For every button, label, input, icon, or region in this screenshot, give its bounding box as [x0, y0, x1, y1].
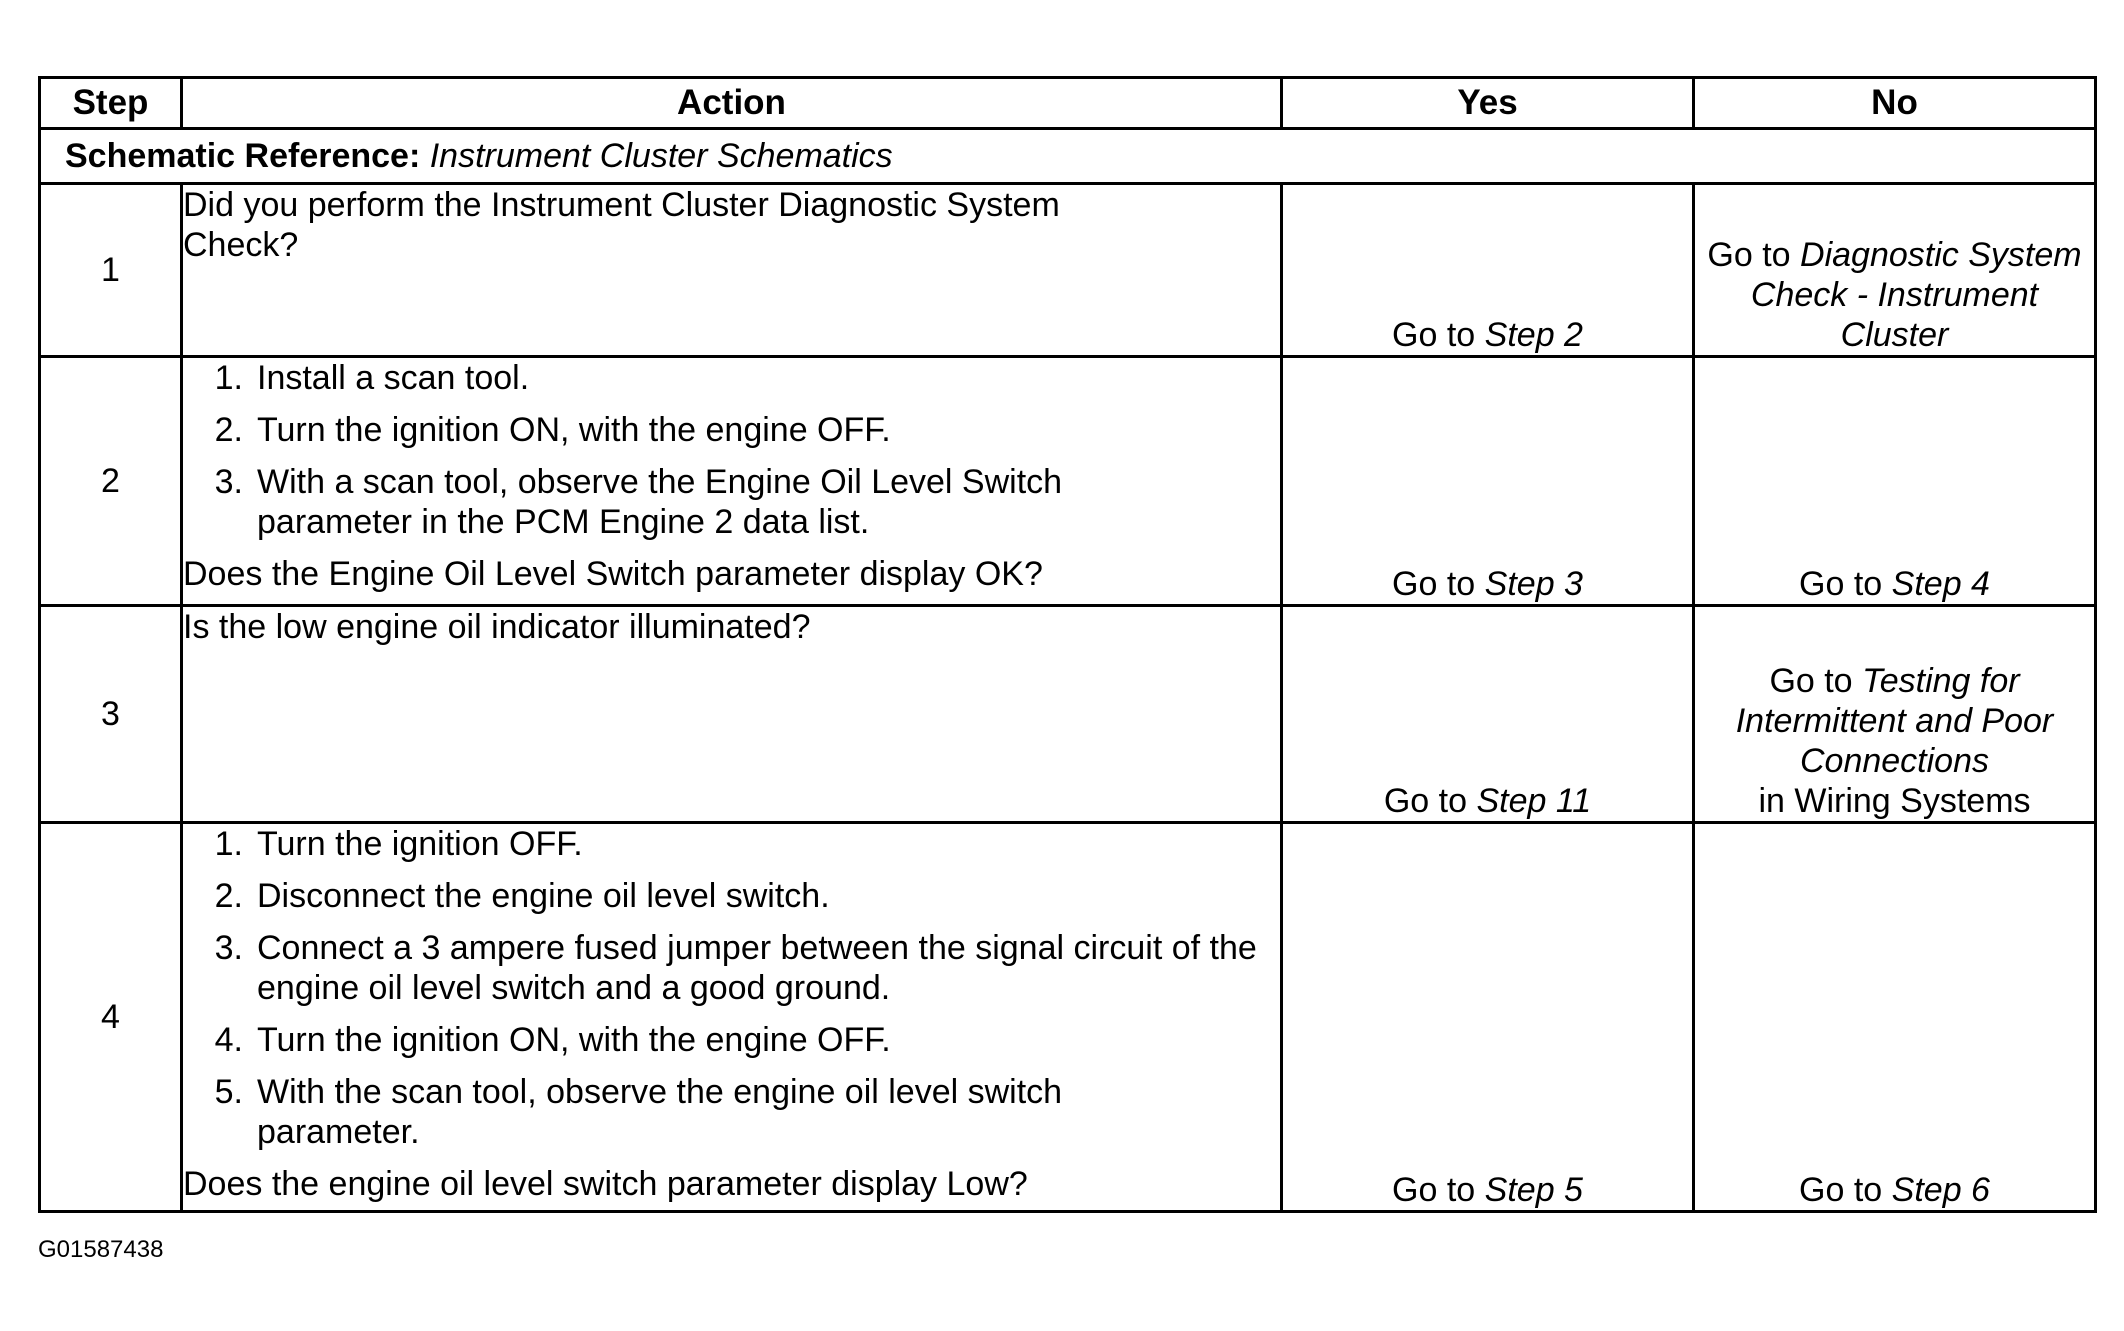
step-number: 2	[40, 357, 182, 606]
no-target: Diagnostic System Check - Instrument Cluster	[1750, 236, 2082, 354]
step-row-1	[40, 184, 2096, 357]
substep-text: Turn the ignition ON, with the engine OFF.	[257, 411, 891, 449]
header-row	[40, 78, 2096, 129]
step-number: 3	[40, 606, 182, 823]
figure-id: G01587438	[38, 1236, 164, 1263]
substep-text: With a scan tool, observe the Engine Oil Level Switch parameter in the PCM Engine 2 data list.	[257, 463, 1063, 541]
header-action: Action	[182, 78, 1282, 129]
substep-text: Turn the ignition OFF.	[257, 825, 583, 863]
yes-cell	[1282, 606, 1694, 823]
substep	[183, 876, 1280, 916]
no-prefix: Go to	[1799, 1171, 1883, 1209]
step-row-4	[40, 823, 2096, 1212]
schematic-reference-label: Schematic Reference:	[65, 137, 421, 175]
substep	[183, 1020, 1280, 1060]
no-prefix: Go to	[1769, 662, 1853, 700]
action-cell	[182, 823, 1282, 1212]
header-yes: Yes	[1282, 78, 1694, 129]
substep-text: Connect a 3 ampere fused jumper between the signal circuit of the engine oil level switch and a good ground.	[257, 929, 1257, 1007]
substep-number: 2.	[214, 877, 243, 915]
question-text: Is the low engine oil indicator illuminated?	[183, 608, 811, 646]
schematic-reference-link: Instrument Cluster Schematics	[429, 137, 893, 175]
yes-target: Step 11	[1476, 782, 1592, 820]
yes-cell	[1282, 357, 1694, 606]
substep	[183, 1072, 1280, 1152]
step-number: 1	[40, 184, 182, 357]
substep-text: Disconnect the engine oil level switch.	[257, 877, 830, 915]
yes-cell	[1282, 184, 1694, 357]
header-no: No	[1694, 78, 2096, 129]
yes-cell	[1282, 823, 1694, 1212]
no-target: Step 6	[1891, 1171, 1990, 1209]
step-row-3	[40, 606, 2096, 823]
action-cell	[182, 606, 1282, 823]
substep-text: With the scan tool, observe the engine oil level switch parameter.	[257, 1073, 1063, 1151]
action-cell	[182, 184, 1282, 357]
substep	[183, 358, 1280, 398]
substep-number: 2.	[214, 411, 243, 449]
yes-target: Step 5	[1484, 1171, 1583, 1209]
substep-text: Install a scan tool.	[257, 359, 530, 397]
substep-list	[183, 824, 1280, 1152]
substep-number: 3.	[214, 463, 243, 501]
step-row-2	[40, 357, 2096, 606]
schematic-reference-row	[40, 129, 2096, 184]
substep-list	[183, 358, 1280, 542]
substep-number: 4.	[214, 1021, 243, 1059]
yes-prefix: Go to	[1392, 1171, 1476, 1209]
no-target: Testing for Intermittent and Poor Connections	[1735, 662, 2054, 780]
substep-number: 3.	[214, 929, 243, 967]
action-cell	[182, 357, 1282, 606]
yes-prefix: Go to	[1392, 316, 1476, 354]
no-cell	[1694, 606, 2096, 823]
substep-text: Turn the ignition ON, with the engine OFF.	[257, 1021, 891, 1059]
substep	[183, 824, 1280, 864]
step-number: 4	[40, 823, 182, 1212]
yes-prefix: Go to	[1392, 565, 1476, 603]
diagnostic-table	[38, 76, 2097, 1213]
substep	[183, 928, 1280, 1008]
no-cell	[1694, 184, 2096, 357]
question-text: Does the engine oil level switch parameter display Low?	[183, 1165, 1028, 1203]
question-text: Did you perform the Instrument Cluster Diagnostic System Check?	[183, 186, 1060, 264]
header-step: Step	[40, 78, 182, 129]
yes-target: Step 2	[1484, 316, 1583, 354]
no-cell	[1694, 823, 2096, 1212]
no-target: Step 4	[1891, 565, 1990, 603]
substep-number: 5.	[214, 1073, 243, 1111]
no-prefix: Go to	[1799, 565, 1883, 603]
no-suffix: in Wiring Systems	[1758, 782, 2031, 820]
yes-prefix: Go to	[1383, 782, 1468, 820]
yes-target: Step 3	[1484, 565, 1583, 603]
question-text: Does the Engine Oil Level Switch parameter display OK?	[183, 555, 1043, 593]
no-prefix: Go to	[1707, 236, 1791, 274]
substep-number: 1.	[214, 825, 243, 863]
substep	[183, 462, 1280, 542]
substep-number: 1.	[214, 359, 243, 397]
substep	[183, 410, 1280, 450]
no-cell	[1694, 357, 2096, 606]
